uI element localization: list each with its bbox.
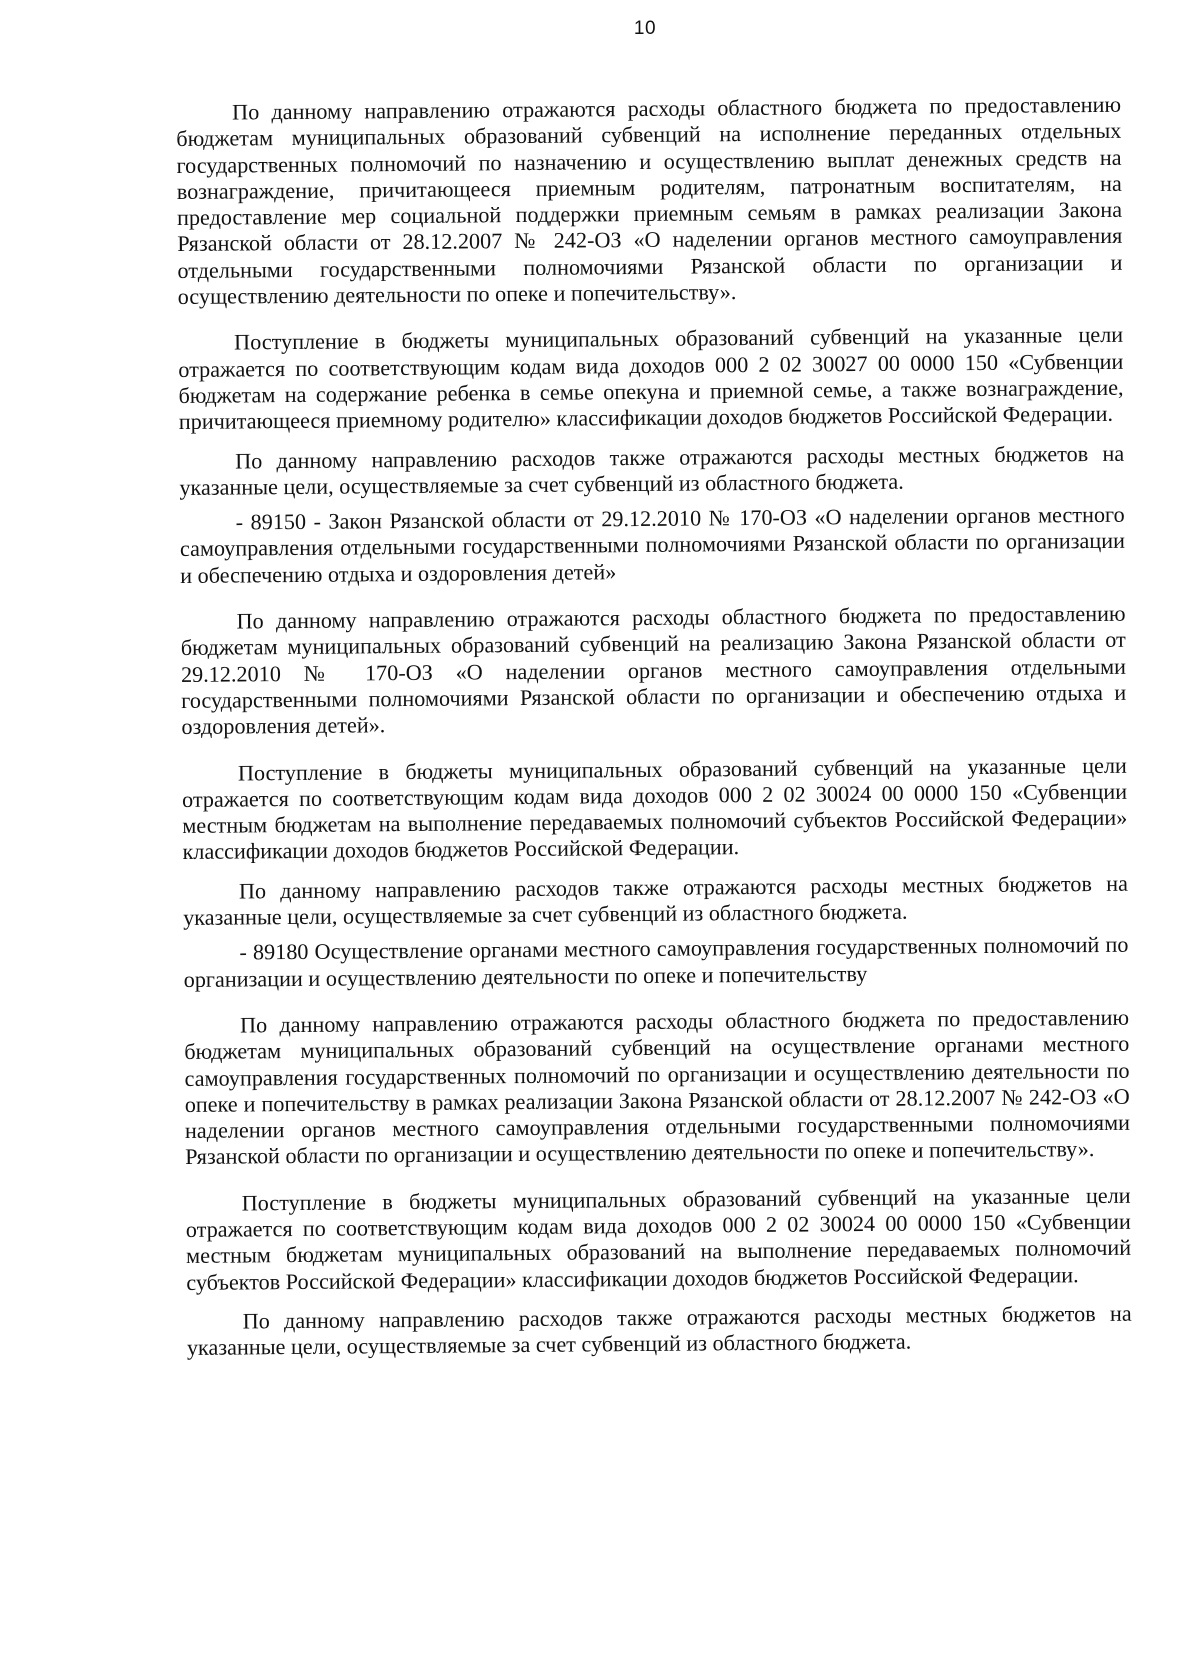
paragraph: По данному направлению расходов также отражаются расходы местных бюджетов на указанные цели, осуществляемые за счет субвенций из областного бюджета. — [186, 1300, 1132, 1361]
paragraph: По данному направлению отражаются расходы областного бюджета по предоставлению бюджетам муниципальных образований субвенций на реализацию Закона Рязанской области от 29.12.2010 № 170-ОЗ «О наделении органов местного самоуправления отдельными государственными полномочиями Рязанской области по организации и обеспечению отдыха и оздоровления детей». — [180, 600, 1127, 740]
paragraph: По данному направлению отражаются расходы областного бюджета по предоставлению бюджетам муниципальных образований субвенций на исполнение переданных отдельных государственных полномочий по назначению и осуществлению выплат денежных средств на вознаграждение, причитающееся приемным родителям, патронатным воспитателям, на предоставление мер социальной поддержки приемным семьям в рамках реализации Закона Рязанской области от 28.12.2007 № 242-ОЗ «О наделении органов местного самоуправления отдельными государственными полномочиями Рязанской области по организации и осуществлению деятельности по опеке и попечительству». — [176, 91, 1123, 310]
code-item-89150: - 89150 - Закон Рязанской области от 29.12.2010 № 170-ОЗ «О наделении органов местного самоуправления отдельными государственными полномочиями Рязанской области по организации и обеспечению отдыха и оздоровления детей» — [179, 501, 1125, 588]
code-item-89180: - 89180 Осуществление органами местного самоуправления государственных полномочий по организации и осуществлению деятельности по опеке и попечительству — [183, 932, 1129, 992]
document-body — [176, 92, 1132, 1362]
paragraph: Поступление в бюджеты муниципальных образований субвенций на указанные цели отражается по соответствующим кодам вида доходов 000 2 02 30027 00 0000 150 «Субвенции бюджетам на содержание ребенка в семье опекуна и приемной семье, а также вознаграждение, причитающееся приемному родителю» классификации доходов бюджетов Российской Федерации. — [178, 322, 1124, 435]
page-number: 10 — [633, 18, 657, 39]
paragraph: По данному направлению расходов также отражаются расходы местных бюджетов на указанные цели, осуществляемые за счет субвенций из областного бюджета. — [179, 440, 1125, 500]
paragraph: Поступление в бюджеты муниципальных образований субвенций на указанные цели отражается по соответствующим кодам вида доходов 000 2 02 30024 00 0000 150 «Субвенции местным бюджетам муниципальных образований на выполнение передаваемых полномочий субъектов Российской Федерации» классификации доходов бюджетов Российской Федерации. — [185, 1182, 1132, 1295]
paragraph: По данному направлению отражаются расходы областного бюджета по предоставлению бюджетам муниципальных образований субвенций на осуществление органами местного самоуправления государственных полномочий по организации и осуществлению деятельности по опеке и попечительству в рамках реализации Закона Рязанской области от 28.12.2007 № 242-ОЗ «О наделении органов местного самоуправления отдельными государственными полномочиями Рязанской области по организации и осуществлению деятельности по опеке и попечительству». — [184, 1004, 1131, 1170]
paragraph: Поступление в бюджеты муниципальных образований субвенций на указанные цели отражается по соответствующим кодам вида доходов 000 2 02 30024 00 0000 150 «Субвенции местным бюджетам на выполнение передаваемых полномочий субъектов Российской Федерации» классификации доходов бюджетов Российской Федерации. — [181, 752, 1128, 865]
paragraph: По данному направлению расходов также отражаются расходы местных бюджетов на указанные цели, осуществляемые за счет субвенций из областного бюджета. — [183, 870, 1128, 930]
